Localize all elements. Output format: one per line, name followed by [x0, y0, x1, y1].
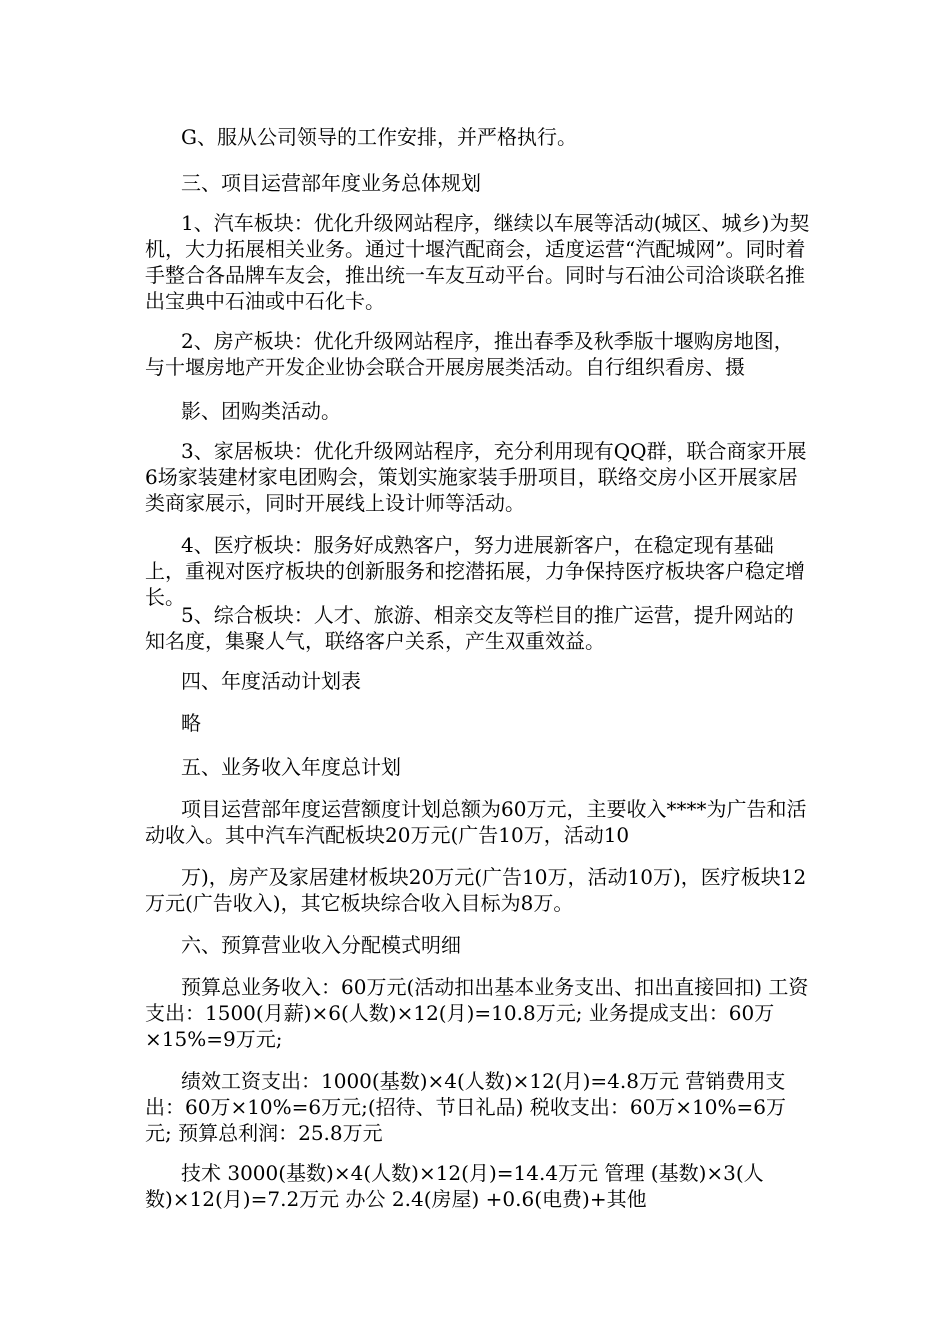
paragraph-revenue-total: 项目运营部年度运营额度计划总额为60万元，主要收入****为广告和活动收入。其中汽车汽配板块20万元(广告10万，活动10	[145, 797, 807, 847]
paragraph-g-obey-leadership: G、服从公司领导的工作安排，并严格执行。	[181, 125, 577, 149]
paragraph-real-estate-sector: 2、房产板块：优化升级网站程序，推出春季及秋季版十堰购房地图，与十堰房地产开发企业协会联合开展房展类活动。自行组织看房、摄	[145, 329, 794, 379]
heading-section-6-budget-allocation: 六、预算营业收入分配模式明细	[181, 933, 461, 957]
heading-section-4-activity-plan: 四、年度活动计划表	[181, 669, 361, 693]
heading-section-5-revenue-plan: 五、业务收入年度总计划	[181, 755, 401, 779]
paragraph-auto-sector: 1、汽车板块：优化升级网站程序，继续以车展等活动(城区、城乡)为契机，大力拓展相关业务。通过十堰汽配商会，适度运营“汽配城网”。同时着手整合各品牌车友会，推出统一车友互动平台。同时与石油公司洽谈联名推出宝典中石油或中石化卡。	[145, 211, 810, 313]
heading-section-3-business-plan: 三、项目运营部年度业务总体规划	[181, 171, 481, 195]
paragraph-budget-performance: 绩效工资支出：1000(基数)×4(人数)×12(月)=4.8万元 营销费用支出：60万×10%=6万元;(招待、节日礼品) 税收支出：60万×10%=6万元; 预算总利润：25.8万元	[145, 1069, 786, 1145]
paragraph-home-sector: 3、家居板块：优化升级网站程序，充分利用现有QQ群，联合商家开展6场家装建材家电团购会，策划实施家装手册项目，联络交房小区开展家居类商家展示，同时开展线上设计师等活动。	[145, 439, 807, 515]
paragraph-budget-technical: 技术 3000(基数)×4(人数)×12(月)=14.4万元 管理 (基数)×3(人数)×12(月)=7.2万元 办公 2.4(房屋) +0.6(电费)+其他	[145, 1161, 764, 1211]
paragraph-omitted: 略	[181, 711, 201, 735]
paragraph-group-buy-activities: 影、团购类活动。	[181, 399, 341, 423]
paragraph-budget-salary: 预算总业务收入：60万元(活动扣出基本业务支出、扣出直接回扣) 工资支出：1500(月薪)×6(人数)×12(月)=10.8万元; 业务提成支出：60万×15%=9万元;	[145, 975, 809, 1051]
paragraph-revenue-breakdown: 万)，房产及家居建材板块20万元(广告10万，活动10万)，医疗板块12万元(广告收入)，其它板块综合收入目标为8万。	[145, 865, 807, 915]
paragraph-general-sector: 5、综合板块：人才、旅游、相亲交友等栏目的推广运营，提升网站的知名度，集聚人气，联络客户关系，产生双重效益。	[145, 603, 794, 653]
paragraph-medical-sector: 4、医疗板块：服务好成熟客户，努力进展新客户，在稳定现有基础上，重视对医疗板块的创新服务和挖潜拓展，力争保持医疗板块客户稳定增长。	[145, 533, 805, 609]
